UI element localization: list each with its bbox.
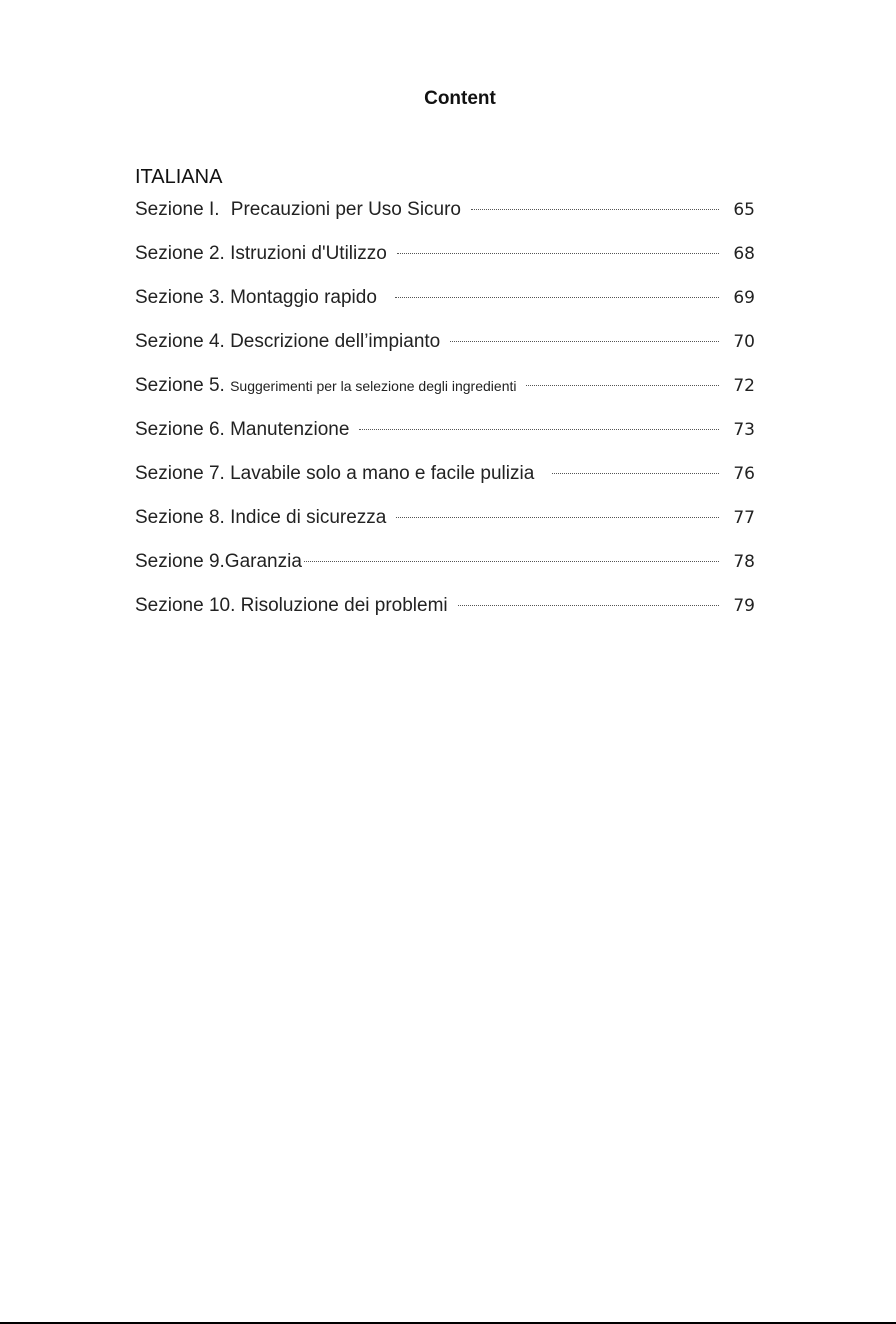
dot-leader: [552, 473, 719, 474]
dot-leader: [359, 429, 719, 430]
dot-leader: [471, 209, 719, 210]
toc-item-label: Sezione 7.: [135, 463, 225, 484]
toc-item-title: Precauzioni per Uso Sicuro: [230, 199, 461, 220]
dot-leader: [397, 253, 719, 254]
toc-item-title: Lavabile solo a mano e facile pulizia: [230, 463, 535, 484]
dot-leader: [450, 341, 719, 342]
toc-item-title: Suggerimenti per la selezione degli ingredienti: [230, 378, 517, 394]
toc-item-page: 76: [733, 464, 755, 484]
toc-item-title: Montaggio rapido: [230, 287, 377, 308]
toc-item-title: Descrizione dell’impianto: [230, 331, 441, 352]
toc-item-label: Sezione 9.: [135, 551, 225, 572]
table-of-contents: [135, 199, 755, 639]
dot-leader: [396, 517, 719, 518]
toc-item-title: Manutenzione: [230, 419, 350, 440]
toc-item-label: Sezione 6.: [135, 419, 225, 440]
toc-item-page: 73: [733, 420, 755, 440]
toc-item-title: Garanzia: [224, 551, 302, 572]
toc-item-9[interactable]: [135, 551, 755, 595]
dot-leader: [395, 297, 719, 298]
toc-item-label: Sezione 3.: [135, 287, 225, 308]
toc-item-page: 65: [733, 200, 755, 220]
toc-item-3[interactable]: [135, 287, 755, 331]
toc-item-page: 77: [733, 508, 755, 528]
toc-item-label: Sezione 10.: [135, 595, 236, 616]
dot-leader: [458, 605, 719, 606]
toc-item-7[interactable]: [135, 463, 755, 507]
toc-item-page: 68: [733, 244, 755, 264]
toc-item-10[interactable]: [135, 595, 755, 639]
toc-item-label: Sezione 2.: [135, 243, 225, 264]
toc-item-label: Sezione I.: [135, 199, 220, 220]
toc-item-page: 70: [733, 332, 755, 352]
toc-item-4[interactable]: [135, 331, 755, 375]
dot-leader: [304, 561, 719, 562]
toc-item-page: 79: [733, 596, 755, 616]
toc-item-title: Risoluzione dei problemi: [240, 595, 448, 616]
toc-item-label: Sezione 5.: [135, 375, 225, 396]
toc-item-5[interactable]: [135, 375, 755, 419]
toc-item-title: Istruzioni d'Utilizzo: [230, 243, 387, 264]
toc-item-page: 78: [733, 552, 755, 572]
toc-item-label: Sezione 4.: [135, 331, 225, 352]
toc-item-label: Sezione 8.: [135, 507, 225, 528]
page-title: Content: [424, 88, 496, 109]
dot-leader: [526, 385, 719, 386]
toc-item-2[interactable]: [135, 243, 755, 287]
toc-item-title: Indice di sicurezza: [230, 507, 387, 528]
section-heading: ITALIANA: [135, 166, 223, 188]
toc-item-6[interactable]: [135, 419, 755, 463]
toc-item-1[interactable]: [135, 199, 755, 243]
toc-item-page: 69: [733, 288, 755, 308]
toc-item-8[interactable]: [135, 507, 755, 551]
toc-item-page: 72: [733, 376, 755, 396]
